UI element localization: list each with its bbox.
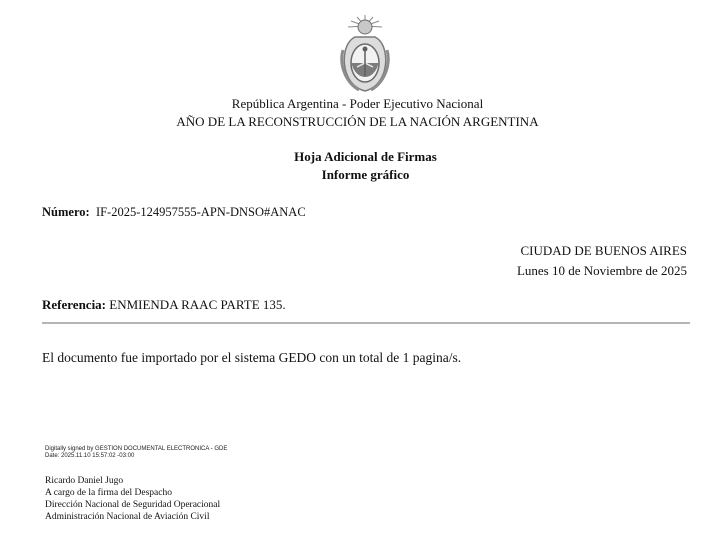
reference-label: Referencia: bbox=[42, 297, 107, 312]
document-title: Hoja Adicional de Firmas bbox=[294, 149, 437, 164]
document-subtitle: Informe gráfico bbox=[321, 167, 410, 182]
government-line: República Argentina - Poder Ejecutivo Nacional bbox=[231, 96, 484, 111]
digital-signature-date: Date: 2025.11.10 15:57:02 -03:00 bbox=[45, 453, 135, 459]
signer-agency: Administración Nacional de Aviación Civil bbox=[45, 512, 210, 522]
signer-directorate: Dirección Nacional de Seguridad Operacional bbox=[45, 500, 221, 510]
document-number-label: Número: bbox=[42, 205, 90, 219]
reference-value: ENMIENDA RAAC PARTE 135. bbox=[109, 297, 286, 312]
document-body: El documento fue importado por el sistema GEDO con un total de 1 pagina/s. bbox=[42, 350, 462, 365]
document-date: Lunes 10 de Noviembre de 2025 bbox=[516, 263, 687, 278]
signer-role: A cargo de la firma del Despacho bbox=[45, 488, 172, 498]
document-reference bbox=[42, 297, 286, 313]
signer-name: Ricardo Daniel Jugo bbox=[45, 476, 124, 486]
divider bbox=[42, 322, 690, 324]
document-number bbox=[42, 204, 306, 220]
document-number-value: IF-2025-124957555-APN-DNSO#ANAC bbox=[95, 205, 306, 219]
argentina-coat-of-arms-icon bbox=[337, 14, 393, 94]
year-motto: AÑO DE LA RECONSTRUCCIÓN DE LA NACIÓN ARGENTINA bbox=[176, 114, 539, 129]
digital-signature-line: Digitally signed by GESTION DOCUMENTAL ELECTRONICA - GDE bbox=[45, 446, 228, 452]
document-city: CIUDAD DE BUENOS AIRES bbox=[520, 243, 687, 258]
